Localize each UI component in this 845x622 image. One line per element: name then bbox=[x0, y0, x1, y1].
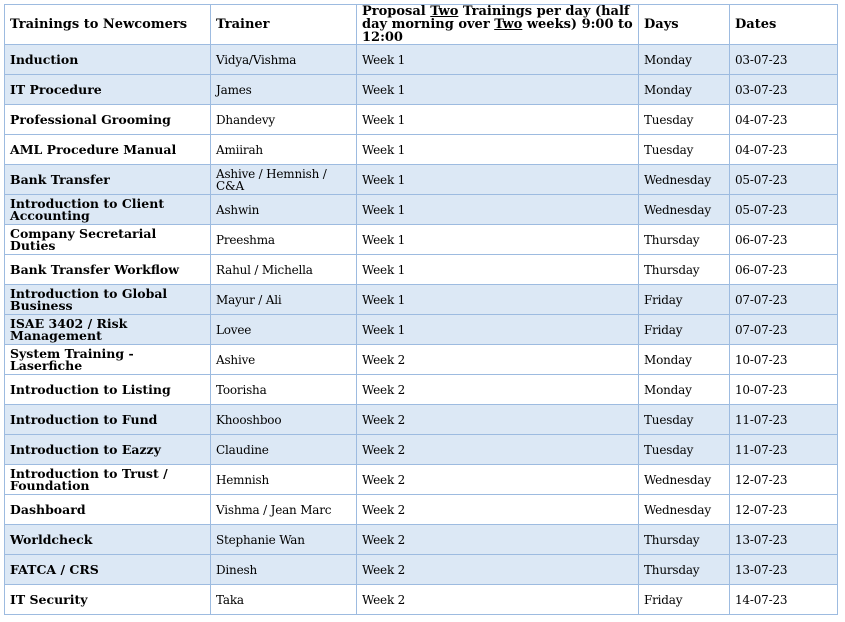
cell-week: Week 1 bbox=[357, 135, 639, 165]
cell-week: Week 1 bbox=[357, 315, 639, 345]
cell-day: Friday bbox=[639, 585, 730, 615]
cell-day: Tuesday bbox=[639, 435, 730, 465]
table-row bbox=[5, 495, 838, 525]
cell-topic: Introduction to Fund bbox=[5, 405, 211, 435]
cell-topic: Worldcheck bbox=[5, 525, 211, 555]
cell-week: Week 2 bbox=[357, 345, 639, 375]
cell-week: Week 2 bbox=[357, 465, 639, 495]
cell-day: Thursday bbox=[639, 555, 730, 585]
cell-date: 13-07-23 bbox=[730, 555, 838, 585]
table-row bbox=[5, 405, 838, 435]
cell-topic: System Training - Laserfiche bbox=[5, 345, 211, 375]
cell-day: Tuesday bbox=[639, 135, 730, 165]
cell-date: 12-07-23 bbox=[730, 495, 838, 525]
training-table bbox=[4, 4, 838, 615]
table-row bbox=[5, 135, 838, 165]
cell-trainer: Stephanie Wan bbox=[211, 525, 357, 555]
header-proposal-mid: Trainings per day (half day morning over bbox=[362, 4, 630, 32]
cell-trainer: Taka bbox=[211, 585, 357, 615]
cell-date: 05-07-23 bbox=[730, 195, 838, 225]
cell-day: Wednesday bbox=[639, 465, 730, 495]
table-row bbox=[5, 255, 838, 285]
cell-date: 03-07-23 bbox=[730, 75, 838, 105]
table-row bbox=[5, 435, 838, 465]
cell-day: Monday bbox=[639, 345, 730, 375]
cell-week: Week 1 bbox=[357, 225, 639, 255]
cell-trainer: Dinesh bbox=[211, 555, 357, 585]
cell-trainer: Ashive / Hemnish / C&A bbox=[211, 165, 357, 195]
cell-date: 03-07-23 bbox=[730, 45, 838, 75]
cell-topic: Induction bbox=[5, 45, 211, 75]
cell-topic: Introduction to Eazzy bbox=[5, 435, 211, 465]
cell-day: Tuesday bbox=[639, 405, 730, 435]
cell-trainer: Toorisha bbox=[211, 375, 357, 405]
cell-trainer: Rahul / Michella bbox=[211, 255, 357, 285]
cell-date: 04-07-23 bbox=[730, 135, 838, 165]
cell-date: 10-07-23 bbox=[730, 345, 838, 375]
cell-date: 12-07-23 bbox=[730, 465, 838, 495]
cell-trainer: Vishma / Jean Marc bbox=[211, 495, 357, 525]
cell-day: Monday bbox=[639, 45, 730, 75]
cell-date: 11-07-23 bbox=[730, 435, 838, 465]
table-row bbox=[5, 105, 838, 135]
cell-day: Wednesday bbox=[639, 495, 730, 525]
cell-day: Thursday bbox=[639, 255, 730, 285]
cell-topic: IT Procedure bbox=[5, 75, 211, 105]
cell-day: Thursday bbox=[639, 525, 730, 555]
cell-trainer: Hemnish bbox=[211, 465, 357, 495]
cell-week: Week 1 bbox=[357, 255, 639, 285]
header-row bbox=[5, 5, 838, 45]
cell-topic: IT Security bbox=[5, 585, 211, 615]
cell-date: 10-07-23 bbox=[730, 375, 838, 405]
header-dates: Dates bbox=[730, 5, 838, 45]
table-row bbox=[5, 525, 838, 555]
header-proposal-two-a: Two bbox=[430, 4, 459, 19]
header-proposal-two-b: Two bbox=[494, 17, 523, 32]
cell-trainer: Mayur / Ali bbox=[211, 285, 357, 315]
table-row bbox=[5, 465, 838, 495]
cell-day: Thursday bbox=[639, 225, 730, 255]
cell-trainer: Vidya/Vishma bbox=[211, 45, 357, 75]
cell-date: 07-07-23 bbox=[730, 285, 838, 315]
cell-date: 11-07-23 bbox=[730, 405, 838, 435]
cell-topic: FATCA / CRS bbox=[5, 555, 211, 585]
cell-topic: Company Secretarial Duties bbox=[5, 225, 211, 255]
table-row bbox=[5, 195, 838, 225]
cell-topic: ISAE 3402 / Risk Management bbox=[5, 315, 211, 345]
cell-topic: Introduction to Trust / Foundation bbox=[5, 465, 211, 495]
cell-topic: Professional Grooming bbox=[5, 105, 211, 135]
cell-date: 05-07-23 bbox=[730, 165, 838, 195]
cell-week: Week 1 bbox=[357, 105, 639, 135]
table-row bbox=[5, 555, 838, 585]
cell-week: Week 2 bbox=[357, 525, 639, 555]
table-row bbox=[5, 585, 838, 615]
table-row bbox=[5, 165, 838, 195]
table-row bbox=[5, 315, 838, 345]
cell-week: Week 2 bbox=[357, 555, 639, 585]
cell-topic: Introduction to Global Business bbox=[5, 285, 211, 315]
cell-topic: Dashboard bbox=[5, 495, 211, 525]
cell-date: 13-07-23 bbox=[730, 525, 838, 555]
cell-date: 06-07-23 bbox=[730, 225, 838, 255]
table-row bbox=[5, 345, 838, 375]
cell-trainer: Ashive bbox=[211, 345, 357, 375]
table-body bbox=[5, 45, 838, 615]
cell-week: Week 2 bbox=[357, 585, 639, 615]
cell-date: 07-07-23 bbox=[730, 315, 838, 345]
cell-week: Week 1 bbox=[357, 45, 639, 75]
cell-week: Week 2 bbox=[357, 405, 639, 435]
table-row bbox=[5, 285, 838, 315]
header-proposal bbox=[357, 5, 639, 45]
cell-week: Week 1 bbox=[357, 285, 639, 315]
cell-week: Week 1 bbox=[357, 75, 639, 105]
cell-date: 06-07-23 bbox=[730, 255, 838, 285]
header-topic: Trainings to Newcomers bbox=[5, 5, 211, 45]
cell-day: Friday bbox=[639, 315, 730, 345]
cell-week: Week 1 bbox=[357, 165, 639, 195]
cell-trainer: Amiirah bbox=[211, 135, 357, 165]
table-row bbox=[5, 45, 838, 75]
cell-week: Week 2 bbox=[357, 495, 639, 525]
cell-topic: Introduction to Listing bbox=[5, 375, 211, 405]
cell-topic: Introduction to Client Accounting bbox=[5, 195, 211, 225]
cell-topic: Bank Transfer Workflow bbox=[5, 255, 211, 285]
cell-day: Friday bbox=[639, 285, 730, 315]
cell-trainer: Preeshma bbox=[211, 225, 357, 255]
cell-trainer: Lovee bbox=[211, 315, 357, 345]
cell-week: Week 2 bbox=[357, 375, 639, 405]
cell-date: 04-07-23 bbox=[730, 105, 838, 135]
cell-day: Wednesday bbox=[639, 165, 730, 195]
cell-date: 14-07-23 bbox=[730, 585, 838, 615]
cell-topic: Bank Transfer bbox=[5, 165, 211, 195]
training-schedule bbox=[4, 4, 837, 615]
cell-day: Monday bbox=[639, 75, 730, 105]
cell-day: Wednesday bbox=[639, 195, 730, 225]
cell-trainer: Ashwin bbox=[211, 195, 357, 225]
header-trainer: Trainer bbox=[211, 5, 357, 45]
header-proposal-suffix: weeks) 9:00 to 12:00 bbox=[362, 17, 633, 45]
cell-trainer: Dhandevy bbox=[211, 105, 357, 135]
table-row bbox=[5, 75, 838, 105]
cell-week: Week 1 bbox=[357, 195, 639, 225]
cell-trainer: Claudine bbox=[211, 435, 357, 465]
cell-trainer: James bbox=[211, 75, 357, 105]
cell-trainer: Khooshboo bbox=[211, 405, 357, 435]
cell-day: Monday bbox=[639, 375, 730, 405]
table-row bbox=[5, 375, 838, 405]
header-days: Days bbox=[639, 5, 730, 45]
header-proposal-prefix: Proposal bbox=[362, 4, 431, 19]
cell-day: Tuesday bbox=[639, 105, 730, 135]
cell-week: Week 2 bbox=[357, 435, 639, 465]
cell-topic: AML Procedure Manual bbox=[5, 135, 211, 165]
table-row bbox=[5, 225, 838, 255]
